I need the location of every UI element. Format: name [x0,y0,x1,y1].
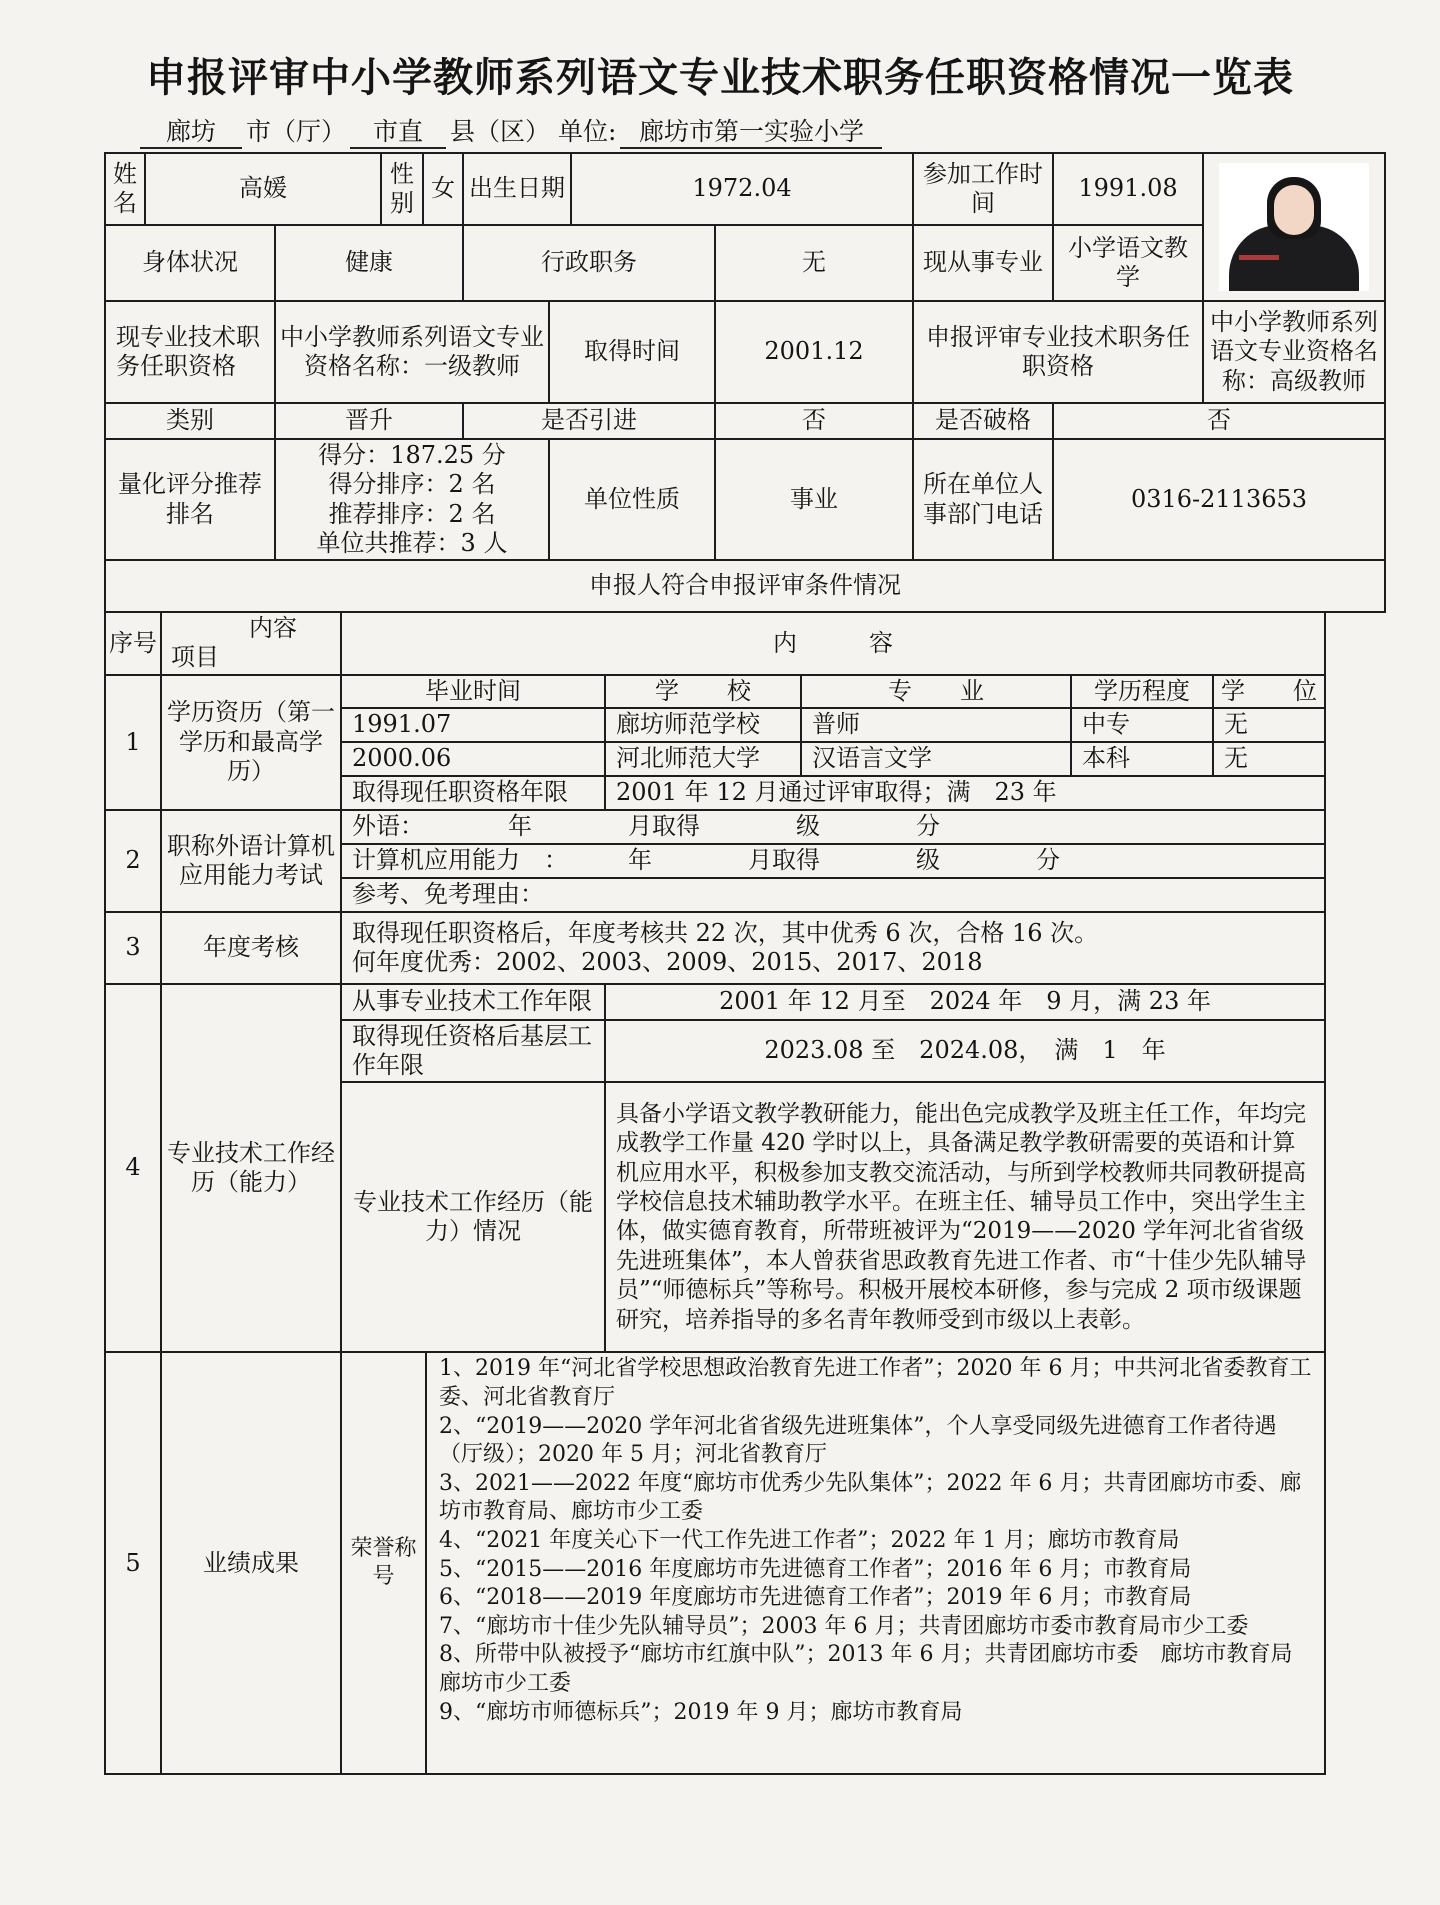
work-start-label: 参加工作时间 [913,153,1053,225]
current-major-label: 现从事专业 [913,225,1053,301]
experience-label: 专业技术工作经历（能力） [161,984,341,1353]
edu-years-label: 取得现任职资格年限 [341,776,605,810]
form-area [104,152,1378,1795]
col-item-top: 内容 [249,614,297,643]
annual-seq: 3 [105,912,161,984]
score-line: 推荐排序：2 名 [328,499,496,528]
edu-cell: 汉语言文学 [801,742,1071,776]
list-item: 5、“2015——2016 年度廊坊市先进德育工作者”；2016 年 6 月；市教育局 [439,1556,1192,1582]
list-item: 8、所带中队被授予“廊坊市红旗中队”；2013 年 6 月；共青团廊坊市委 廊坊市教育局 廊坊市少工委 [439,1642,1315,1696]
achievements-content [341,1352,1325,1774]
edu-cell: 廊坊师范学校 [605,708,801,742]
score-line: 得分：187.25 分 [318,441,506,469]
exceptional-value: 否 [1053,403,1385,439]
ability-text: 具备小学语文教学教研能力，能出色完成教学及班主任工作，年均完成教学工作量 420 学时以上，具备满足教学教研需要的英语和计算机应用水平，积极参加支教交流活动，与所到学校教师共同教研提高学校信息技术辅助教学水平。在班主任、辅导员工作中，突出学生主体，做实德育教育，所带班被评为“2019——2020 学年河北省省级先进班集体”，本人曾获省思政教育先进工作者、市“十佳少先队辅导员”“师德标兵”等称号。积极开展校本研修，参与完成 2 项市级课题研究，培养指导的多名青年教师受到市级以上表彰。 [605,1082,1325,1352]
col-item-header [161,612,341,675]
unit-type-label: 单位性质 [549,439,715,560]
name-value: 高媛 [145,153,381,225]
annual-label: 年度考核 [161,912,341,984]
grassroots-value: 2023.08 至 2024.08， 满 1 年 [605,1020,1325,1083]
exceptional-label: 是否破格 [913,403,1053,439]
edu-cell: 2000.06 [341,742,605,776]
list-item: 2、“2019——2020 学年河北省省级先进班集体”，个人享受同级先进德育工作者待遇（厅级）；2020 年 5 月；河北省教育厅 [439,1413,1277,1468]
edu-header: 学 位 [1213,675,1325,708]
birth-value: 1972.04 [571,153,913,225]
edu-cell: 1991.07 [341,708,605,742]
exam-exempt: 参考、免考理由： [341,878,1325,912]
header-county: 市直 [350,117,446,149]
list-item: 1、2019 年“河北省学校思想政治教育先进工作者”；2020 年 6 月；中共河北省委教育工委、河北省教育厅 [439,1356,1312,1410]
admin-value: 无 [715,225,913,301]
hr-phone-value: 0316-2113653 [1053,439,1385,560]
achievements-label: 业绩成果 [161,1352,341,1774]
exam-seq: 2 [105,810,161,912]
obtain-value: 2001.12 [715,301,913,403]
admin-label: 行政职务 [463,225,715,301]
category-value: 晋升 [275,403,463,439]
score-label: 量化评分推荐排名 [105,439,275,560]
score-line: 得分排序：2 名 [328,470,496,499]
page-title: 申报评审中小学教师系列语文专业技术职务任职资格情况一览表 [146,55,1294,101]
health-label: 身体状况 [105,225,275,301]
current-major-value: 小学语文教学 [1053,225,1203,301]
header-county-suffix: 县（区） [450,117,551,146]
score-value [275,439,549,560]
achievements-seq: 5 [105,1352,161,1774]
applicant-photo [1219,163,1369,291]
gender-value: 女 [423,153,463,225]
experience-seq: 4 [105,984,161,1353]
header-city: 廊坊 [140,117,242,149]
ability-label: 专业技术工作经历（能力）情况 [341,1082,605,1352]
apply-label: 申报评审专业技术职务任职资格 [913,301,1203,403]
obtain-label: 取得时间 [549,301,715,403]
edu-cell: 无 [1213,742,1325,776]
conditions-section-title: 申报人符合申报评审条件情况 [105,560,1385,612]
health-value: 健康 [275,225,463,301]
list-item: 3、2021——2022 年度“廊坊市优秀少先队集体”；2022 年 6 月；共青团廊坊市委、廊坊市教育局、廊坊市少工委 [439,1470,1302,1525]
apply-value: 中小学教师系列语文专业资格名称：高级教师 [1203,301,1385,403]
header-city-suffix: 市（厅） [246,117,347,146]
edu-cell: 本科 [1071,742,1213,776]
exam-label: 职称外语计算机应用能力考试 [161,810,341,912]
annual-line: 何年度优秀：2002、2003、2009、2015、2017、2018 [352,947,983,976]
list-item: 4、“2021 年度关心下一代工作先进工作者”；2022 年 1 月；廊坊市教育局 [439,1527,1180,1553]
basic-info-table [104,152,1386,613]
honor-label: 荣誉称号 [342,1353,426,1773]
edu-header: 专 业 [801,675,1071,708]
edu-cell: 普师 [801,708,1071,742]
annual-line: 取得现任职资格后，年度考核共 22 次，其中优秀 6 次，合格 16 次。 [352,918,1099,947]
col-item-bottom: 项目 [171,643,219,672]
current-title-label: 现专业技术职务任职资格 [105,301,275,403]
introduced-label: 是否引进 [463,403,715,439]
edu-header: 学 校 [605,675,801,708]
edu-label: 学历资历（第一学历和最高学历） [161,675,341,810]
edu-seq: 1 [105,675,161,810]
exam-computer: 计算机应用能力 ： 年 月取得 级 分 [341,844,1325,878]
photo-cell [1203,153,1385,301]
edu-header: 学历程度 [1071,675,1213,708]
col-content-header: 内 容 [341,612,1325,675]
annual-value [341,912,1325,984]
edu-years-value: 2001 年 12 月通过评审取得；满 23 年 [605,776,1325,810]
birth-label: 出生日期 [463,153,571,225]
header-unit-label: 单位: [558,117,617,146]
conditions-table [104,611,1326,1775]
edu-header: 毕业时间 [341,675,605,708]
edu-cell: 中专 [1071,708,1213,742]
current-title-value: 中小学教师系列语文专业资格名称：一级教师 [275,301,549,403]
achievements-inner [342,1353,1324,1773]
exam-foreign: 外语： 年 月取得 级 分 [341,810,1325,844]
header-unit: 廊坊市第一实验小学 [620,117,882,149]
hr-phone-label: 所在单位人事部门电话 [913,439,1053,560]
category-label: 类别 [105,403,275,439]
experience-years-value: 2001 年 12 月至 2024 年 9 月，满 23 年 [605,984,1325,1020]
grassroots-label: 取得现任资格后基层工作年限 [341,1020,605,1083]
list-item: 6、“2018——2019 年度廊坊市先进德育工作者”；2019 年 6 月；市教育局 [439,1585,1192,1611]
gender-label: 性别 [381,153,423,225]
edu-cell: 无 [1213,708,1325,742]
unit-type-value: 事业 [715,439,913,560]
name-label: 姓名 [105,153,145,225]
experience-years-label: 从事专业技术工作年限 [341,984,605,1020]
work-start-value: 1991.08 [1053,153,1203,225]
score-line: 单位共推荐：3 人 [316,528,508,557]
col-seq-header: 序号 [105,612,161,675]
list-item: 9、“廊坊市师德标兵”；2019 年 9 月；廊坊市教育局 [439,1699,963,1725]
honor-list [426,1353,1324,1773]
introduced-value: 否 [715,403,913,439]
list-item: 7、“廊坊市十佳少先队辅导员”；2003 年 6 月；共青团廊坊市委市教育局市少工委 [439,1613,1249,1639]
header-line [140,112,1340,149]
edu-cell: 河北师范大学 [605,742,801,776]
